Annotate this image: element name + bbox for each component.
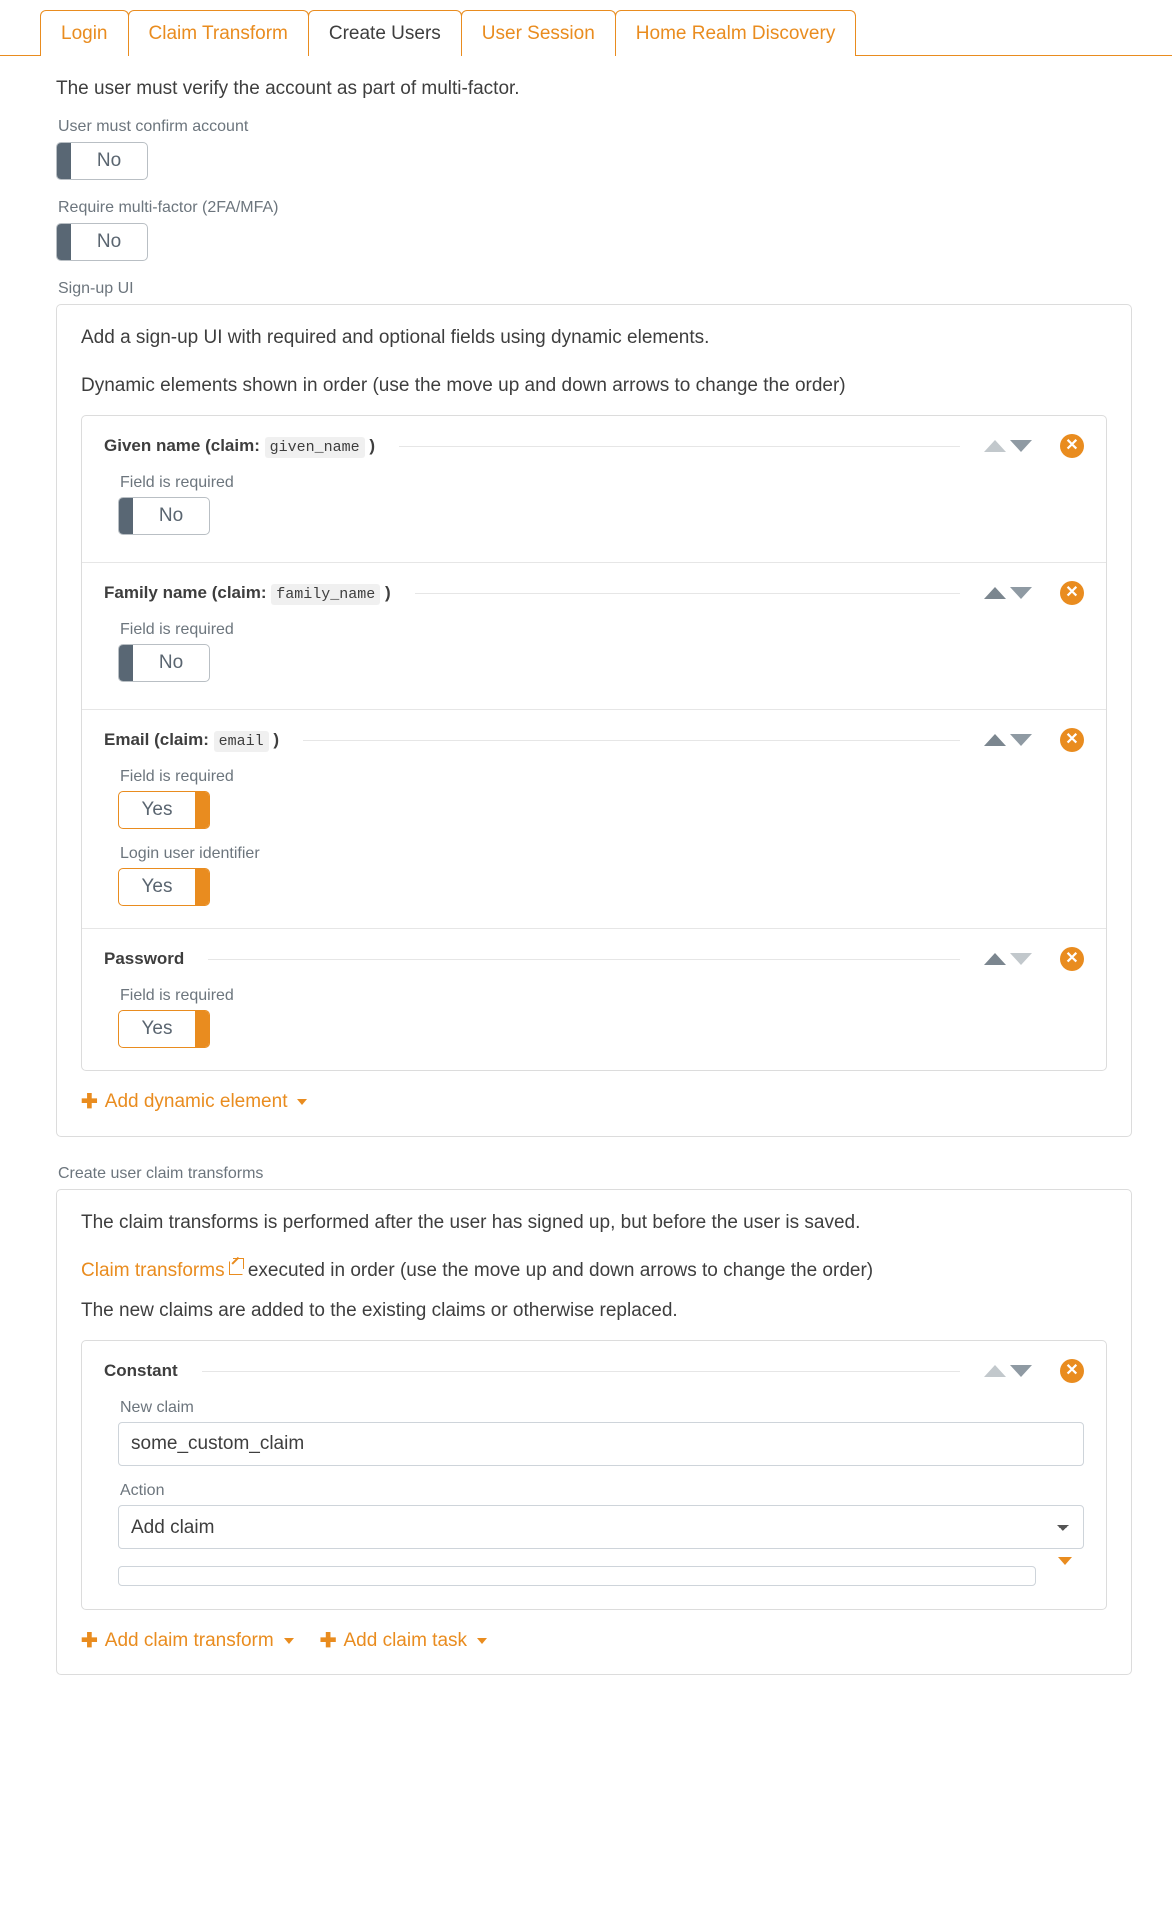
move-arrows <box>984 440 1032 452</box>
element-header <box>104 1359 1084 1383</box>
element-title-suffix: ) <box>369 436 376 455</box>
move-up-icon[interactable] <box>984 1365 1006 1377</box>
claim-transform-constant <box>82 1341 1106 1609</box>
move-down-icon[interactable] <box>1010 734 1032 746</box>
label-signup-ui: Sign-up UI <box>58 280 134 297</box>
toggle-field-is-required[interactable] <box>118 644 210 682</box>
label-field-is-required: Field is required <box>120 621 234 638</box>
move-up-icon[interactable] <box>984 734 1006 746</box>
element-title-text: Password <box>104 949 185 968</box>
tab-home-realm-discovery[interactable]: Home Realm Discovery <box>615 10 857 56</box>
element-header <box>104 728 1084 752</box>
divider <box>202 1371 960 1372</box>
signup-ui-lead: Add a sign-up UI with required and optional fields using dynamic elements. <box>81 327 710 348</box>
claim-transform-actions <box>81 1610 1107 1652</box>
toggle-value: No <box>96 150 122 171</box>
label-require-multi-factor: Require multi-factor (2FA/MFA) <box>58 199 279 216</box>
claim-transforms-note: The new claims are added to the existing claims or otherwise replaced. <box>81 1300 678 1321</box>
element-title <box>104 583 391 603</box>
section-claim-transforms <box>56 1165 1132 1675</box>
toggle-knob <box>195 1011 209 1047</box>
tab-bar <box>0 0 1172 56</box>
element-title <box>104 949 184 969</box>
signup-ui-sub: Dynamic elements shown in order (use the move up and down arrows to change the order) <box>81 375 846 396</box>
chevron-down-icon <box>284 1638 294 1644</box>
tab-content-create-users <box>0 56 1172 1729</box>
collapse-row <box>104 1565 1084 1587</box>
element-title-text: Family name (claim: <box>104 583 267 602</box>
add-claim-transform-button[interactable] <box>81 1630 294 1652</box>
add-dynamic-element-label: Add dynamic element <box>104 1091 288 1112</box>
tab-create-users[interactable]: Create Users <box>308 10 462 56</box>
field-email-required <box>104 768 1084 829</box>
field-new-claim <box>104 1399 1084 1466</box>
dynamic-element-given-name <box>82 416 1106 563</box>
new-claim-input[interactable] <box>118 1422 1084 1466</box>
toggle-knob <box>119 498 133 534</box>
tab-user-session[interactable]: User Session <box>461 10 616 56</box>
label-field-is-required: Field is required <box>120 987 234 1004</box>
toggle-require-multi-factor[interactable] <box>56 223 148 261</box>
panel-signup-ui <box>56 304 1132 1137</box>
collapse-triangle <box>1058 1557 1072 1586</box>
element-title <box>104 436 375 456</box>
toggle-knob <box>119 645 133 681</box>
field-user-must-confirm-account <box>56 118 1132 185</box>
label-field-is-required: Field is required <box>120 768 234 785</box>
field-email-login-identifier <box>104 845 1084 906</box>
plus-icon: ✚ <box>81 1091 98 1113</box>
element-header <box>104 581 1084 605</box>
element-title-text: Given name (claim: <box>104 436 260 455</box>
toggle-field-is-required[interactable] <box>118 497 210 535</box>
move-arrows <box>984 1365 1032 1377</box>
move-down-icon[interactable] <box>1010 587 1032 599</box>
element-header <box>104 947 1084 971</box>
move-up-icon[interactable] <box>984 440 1006 452</box>
remove-element-icon[interactable]: ✕ <box>1060 1359 1084 1383</box>
toggle-field-is-required[interactable] <box>118 1010 210 1048</box>
label-login-user-identifier: Login user identifier <box>120 845 260 862</box>
toggle-knob <box>57 224 71 260</box>
panel-claim-transforms <box>56 1189 1132 1675</box>
plus-icon: ✚ <box>81 1630 98 1652</box>
element-title: Constant <box>104 1361 178 1380</box>
move-up-icon[interactable] <box>984 953 1006 965</box>
toggle-user-must-confirm-account[interactable] <box>56 142 148 180</box>
remove-element-icon[interactable]: ✕ <box>1060 728 1084 752</box>
chevron-down-icon <box>477 1638 487 1644</box>
dynamic-elements-list <box>81 415 1107 1071</box>
toggle-knob <box>195 792 209 828</box>
toggle-login-user-identifier[interactable] <box>118 868 210 906</box>
divider <box>303 740 960 741</box>
move-arrows <box>984 587 1032 599</box>
divider <box>399 446 960 447</box>
element-title-text: Email (claim: <box>104 730 209 749</box>
element-claim-code: given_name <box>265 437 365 458</box>
element-claim-code: email <box>214 731 269 752</box>
move-down-icon[interactable] <box>1010 953 1032 965</box>
toggle-value: Yes <box>141 876 173 897</box>
element-header <box>104 434 1084 458</box>
toggle-value: No <box>158 505 184 526</box>
move-up-icon[interactable] <box>984 587 1006 599</box>
toggle-value: Yes <box>141 799 173 820</box>
claim-transforms-link[interactable]: Claim transforms <box>81 1260 225 1281</box>
field-given-name-required <box>104 474 1084 540</box>
element-title-suffix: ) <box>273 730 280 749</box>
section-signup-ui <box>56 280 1132 1137</box>
toggle-value: No <box>158 652 184 673</box>
add-dynamic-element-button[interactable] <box>81 1091 307 1113</box>
claim-transform-list <box>81 1340 1107 1610</box>
field-family-name-required <box>104 621 1084 687</box>
tab-claim-transform[interactable]: Claim Transform <box>128 10 309 56</box>
element-title <box>104 730 279 750</box>
element-title-suffix: ) <box>385 583 391 602</box>
collapse-all-icon[interactable] <box>1058 1565 1084 1587</box>
collapsed-section-bar[interactable] <box>118 1566 1036 1586</box>
element-claim-code: family_name <box>271 584 380 605</box>
field-require-multi-factor <box>56 199 1132 266</box>
tab-login[interactable]: Login <box>40 10 129 56</box>
plus-icon: ✚ <box>319 1630 337 1652</box>
divider <box>415 593 960 594</box>
add-claim-task-label: Add claim task <box>343 1630 468 1651</box>
label-create-user-claim-transforms: Create user claim transforms <box>58 1165 264 1182</box>
move-arrows <box>984 953 1032 965</box>
field-password-required <box>104 987 1084 1048</box>
move-down-icon[interactable] <box>1010 440 1032 452</box>
label-field-is-required: Field is required <box>120 474 234 491</box>
remove-element-icon[interactable]: ✕ <box>1060 947 1084 971</box>
dynamic-element-email <box>82 710 1106 929</box>
external-link-icon <box>229 1261 243 1275</box>
divider <box>208 959 960 960</box>
move-down-icon[interactable] <box>1010 1365 1032 1377</box>
toggle-knob <box>57 143 71 179</box>
claim-transforms-link-tail: executed in order (use the move up and down arrows to change the order) <box>247 1260 874 1281</box>
remove-element-icon[interactable]: ✕ <box>1060 581 1084 605</box>
toggle-value: No <box>96 231 122 252</box>
field-action <box>104 1482 1084 1549</box>
claim-transforms-lead: The claim transforms is performed after the user has signed up, but before the user is saved. <box>81 1212 861 1233</box>
toggle-knob <box>195 869 209 905</box>
dynamic-element-password <box>82 929 1106 1070</box>
remove-element-icon[interactable]: ✕ <box>1060 434 1084 458</box>
add-claim-task-button[interactable] <box>320 1630 487 1652</box>
toggle-value: Yes <box>141 1018 173 1039</box>
intro-text: The user must verify the account as part of multi-factor. <box>56 78 520 99</box>
move-arrows <box>984 734 1032 746</box>
toggle-field-is-required[interactable] <box>118 791 210 829</box>
add-claim-transform-label: Add claim transform <box>104 1630 274 1651</box>
dynamic-element-family-name <box>82 563 1106 710</box>
chevron-down-icon <box>297 1099 307 1105</box>
label-new-claim: New claim <box>120 1399 194 1416</box>
action-select[interactable] <box>118 1505 1084 1549</box>
claim-transforms-link-line <box>81 1260 1107 1282</box>
label-user-must-confirm-account: User must confirm account <box>58 118 249 135</box>
label-action: Action <box>120 1482 165 1499</box>
